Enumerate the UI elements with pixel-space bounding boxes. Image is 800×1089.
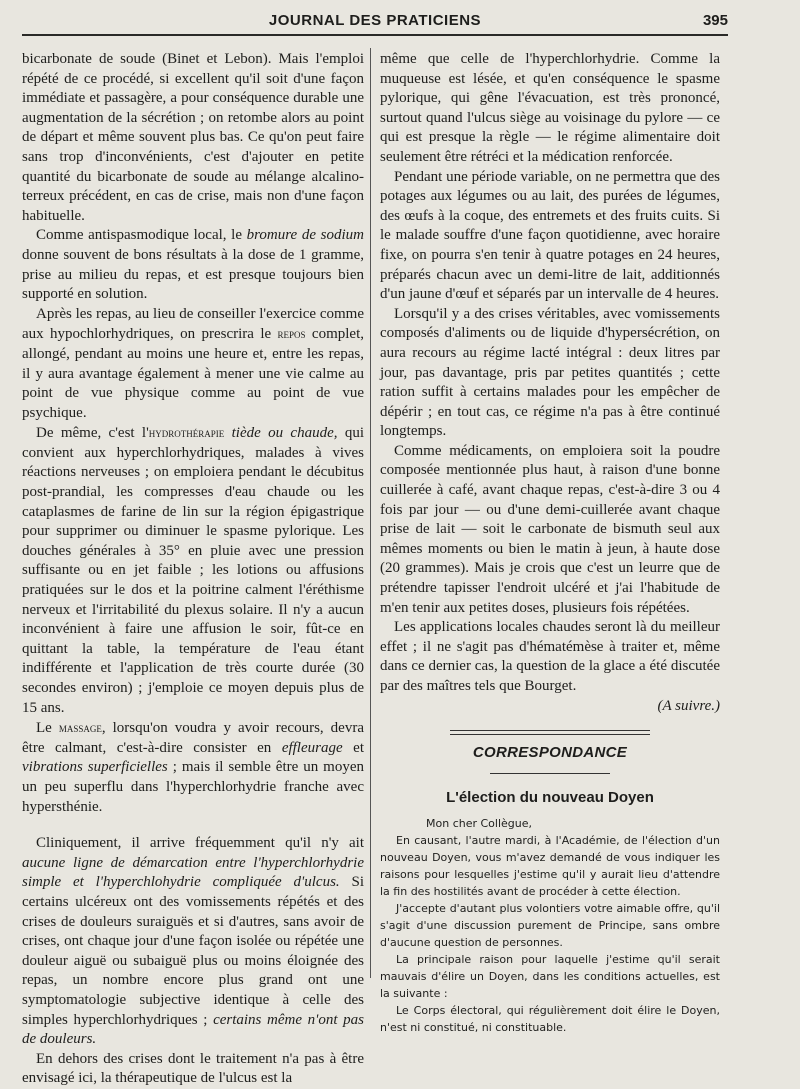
section-rule <box>450 730 650 735</box>
right-column <box>380 50 720 1036</box>
running-header <box>22 8 728 36</box>
paragraph: bicarbonate de soude (Binet et Lebon). Mais l'emploi répété de ce procédé, si excellent qu'il soit d'une façon immédiate et passagère, a pour conséquence durable une augmentation de la sécrétion ; on retombe alors au point de départ et même souvent plus bas. Ce qu'on peut faire sans trop d'inconvénients, c'est d'ajouter en petite quantité du bicarbonate de soude au mélange alcalino-terreux précédent, en cas de crise, mais non d'une façon habituelle. <box>22 51 364 224</box>
paragraph: Le massage, lorsqu'on voudra y avoir recours, devra être calmant, c'est-à-dire consister en effleurage et vibrations superficielles ; mais il semble être un moyen un peu superflu dans l'hyperchlorhydrie franche avec hypersthénie. <box>22 720 364 815</box>
title-rule <box>490 773 610 774</box>
page-number: 395 <box>702 12 728 29</box>
paragraph: Après les repas, au lieu de conseiller l'exercice comme aux hypochlorhydriques, on prescrira le repos complet, allongé, pendant au moins une heure et, entre les repas, il y aura avantage également à mener une vie calme au point de vue physique comme au point de vue psychique. <box>22 305 364 421</box>
column-divider <box>370 48 371 978</box>
article-title: L'élection du nouveau Doyen <box>446 788 654 806</box>
paragraph: J'accepte d'autant plus volontiers votre aimable offre, qu'il s'agit d'une discussion purement de Principe, sans ombre d'aucune question de personnes. <box>380 902 720 950</box>
paragraph: En dehors des crises dont le traitement n'a pas à être envisagé ici, la thérapeutique de l'ulcus est la <box>22 1050 364 1087</box>
letter-body <box>380 815 720 1036</box>
paragraph: Les applications locales chaudes seront là du meilleur effet ; il ne s'agit pas d'hématémèse à traiter et, même dans ce dernier cas, la question de la glace a été discutée par des maîtres tels que Bourget. <box>380 619 720 694</box>
paragraph: Comme médicaments, on emploiera soit la poudre composée mentionnée plus haut, à raison d'une bonne cuillerée à café, avant chaque repas, c'est-à-dire 3 ou 4 fois par jour — ou d'une demi-cuillerée avant chaque prise de lait — soit le carbonate de bismuth seul aux mêmes moments ou bien le matin à jeun, à haute dose (20 grammes). Mais je crois que c'est un leurre que de prétendre tapisser l'endroit ulcéré et j'ai l'habitude de m'en tenir aux petites doses, plusieurs fois répétées. <box>380 442 720 616</box>
paragraph: Le Corps électoral, qui régulièrement doit élire le Doyen, n'est ni constitué, ni constituable. <box>380 1004 720 1035</box>
paragraph: De même, c'est l'hydrothérapie tiède ou chaude, qui convient aux hyperchlorhydriques, malades à vives réactions nerveuses ; on emploiera pendant le décubitus post-prandial, les compresses d'eau chaude ou les cataplasmes de farine de lin sur la région épigastrique pour supprimer ou diminuer le spasme pylorique. Les douches générales à 35° en pluie avec une pression suffisante ou en jet faible ; les lotions ou affusions pratiquées sur le dos et la poitrine calment l'éréthisme nerveux et l'irritabilité du plexus solaire. Il n'y a aucun inconvénient à faire une affusion le soir, fût-ce en quittant la table, la température de l'eau étant indifférente et l'application de très courte durée (30 secondes environ) ; j'emploie ce moyen depuis plus de 15 ans. <box>22 425 364 716</box>
salutation: Mon cher Collègue, <box>426 817 533 831</box>
paragraph: En causant, l'autre mardi, à l'Académie, de l'élection d'un nouveau Doyen, vous m'avez demandé de vous indiquer les raisons pour lesquelles j'estime qu'il y aurait lieu d'attendre la fin des hostilités avant de procéder à cette élection. <box>380 834 720 899</box>
paragraph: Lorsqu'il y a des crises véritables, avec vomissements composés d'aliments ou de liquide d'hypersécrétion, on aura recours au régime lacté intégral : deux litres par jour, pas davantage, pris par petites quantités ; cette ration suffit à certains malades pour les empêcher de dépérir ; en tout cas, ce régime n'a pas à être continué longtemps. <box>380 305 720 440</box>
paragraph: Cliniquement, il arrive fréquemment qu'il n'y ait aucune ligne de démarcation entre l'hyperchlorhydrie simple et l'hyperchlohydrie compliquée d'ulcus. Si certains ulcéreux ont des vomissements répétés et des crises de douleurs suraiguës et si d'autres, sans avoir de crises, ont chaque jour d'une façon isolée ou répétée une douleur aiguë ou subaiguë plus ou moins éloignée des repas, un nombre encore plus grand ont une symptomatologie subjective identique à celle des simples hyperchlorhydriques ; certains même n'ont pas de douleurs. <box>22 835 364 1048</box>
paragraph: Comme antispasmodique local, le bromure de sodium donne souvent de bons résultats à la dose de 1 gramme, prise au milieu du repas, et est presque toujours bien supporté en solution. <box>22 227 365 303</box>
paragraph: même que celle de l'hyperchlorhydrie. Comme la muqueuse est lésée, et qu'en conséquence le spasme pylorique, qui gêne l'évacuation, est très prononcé, surtout quand l'ulcus siège au voisinage du pylore — ce qui est presque la règle — le régime alimentaire doit seulement être rétréci et la médication renforcée. <box>380 51 720 165</box>
journal-title: JOURNAL DES PRATICIENS <box>268 12 482 29</box>
to-be-continued: (A suivre.) <box>657 697 720 714</box>
section-title: CORRESPONDANCE <box>472 744 628 762</box>
paragraph: La principale raison pour laquelle j'estime qu'il serait mauvais d'élire un Doyen, dans les conditions actuelles, est la suivante : <box>380 953 720 1001</box>
left-column <box>22 50 364 1089</box>
paragraph: Pendant une période variable, on ne permettra que des potages aux légumes ou au lait, des purées de légumes, des œufs à la coque, des entremets et des fruits cuits. Si le malade souffre d'une façon quotidienne, avec horaire fixe, on pourra s'en tenir à quatre potages en 24 heures, préparés chacun avec un demi-litre de lait, additionnés d'un jaune d'œuf et séparés par un intervalle de 4 heures. <box>380 168 720 303</box>
